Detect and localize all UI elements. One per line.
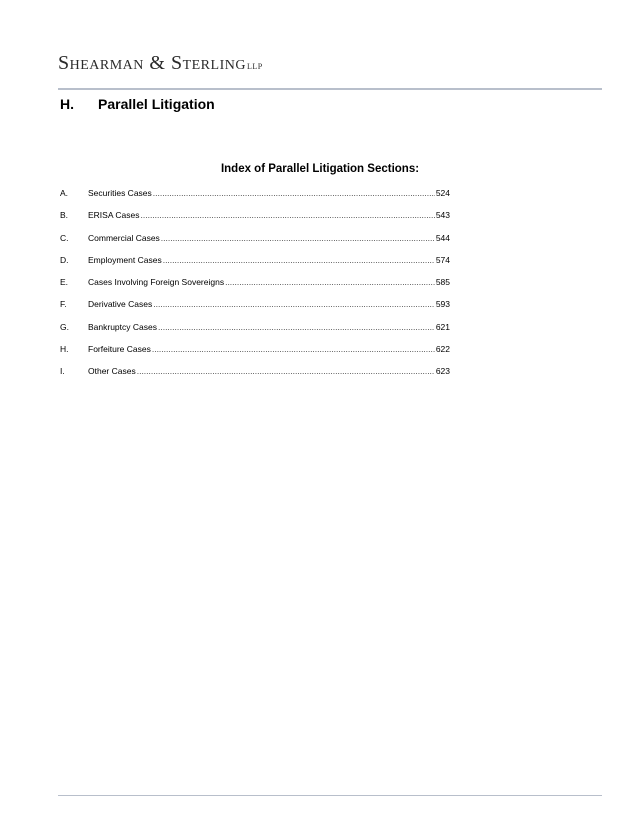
toc-leader	[158, 322, 435, 332]
toc-title[interactable]: Bankruptcy Cases	[88, 321, 157, 332]
toc-letter: G.	[60, 321, 69, 332]
toc-letter: D.	[60, 254, 69, 265]
toc-entry-securities[interactable]	[60, 188, 450, 210]
toc-page[interactable]: 622	[435, 344, 450, 355]
toc-letter: H.	[60, 344, 69, 355]
toc-entry-derivative[interactable]	[60, 299, 450, 321]
toc-page[interactable]: 544	[435, 232, 450, 243]
toc-entry-forfeiture[interactable]	[60, 344, 450, 366]
toc-page[interactable]: 524	[435, 188, 450, 198]
header-divider	[58, 88, 602, 90]
toc-letter: F.	[60, 299, 67, 310]
toc-entry-commercial[interactable]	[60, 233, 450, 255]
toc-letter: B.	[60, 210, 69, 221]
toc-leader	[225, 277, 435, 287]
firm-suffix: LLP	[246, 62, 263, 71]
toc-title[interactable]: Employment Cases	[88, 254, 162, 265]
section-title: Parallel Litigation	[98, 96, 215, 112]
toc-page[interactable]: 621	[435, 321, 450, 332]
toc-title[interactable]: Commercial Cases	[88, 232, 160, 243]
toc-title[interactable]: Derivative Cases	[88, 299, 153, 310]
toc-letter: A.	[60, 188, 69, 198]
toc-page[interactable]: 623	[435, 366, 450, 377]
toc-title[interactable]: Cases Involving Foreign Sovereigns	[88, 277, 225, 288]
toc-letter: I.	[60, 366, 65, 377]
toc-entry-erisa[interactable]	[60, 210, 450, 232]
toc-page[interactable]: 574	[435, 254, 450, 265]
toc-entry-other[interactable]	[60, 366, 450, 388]
toc-page[interactable]: 593	[435, 299, 450, 310]
firm-logo	[58, 52, 263, 75]
toc-letter: C.	[60, 232, 69, 243]
toc-page[interactable]: 585	[435, 277, 450, 288]
toc-leader	[163, 255, 435, 265]
toc-entry-foreign-sovereigns[interactable]	[60, 277, 450, 299]
table-of-contents	[60, 188, 450, 389]
toc-leader	[153, 299, 435, 309]
toc-entry-bankruptcy[interactable]	[60, 322, 450, 344]
toc-leader	[153, 188, 435, 198]
index-title: Index of Parallel Litigation Sections:	[220, 163, 420, 175]
toc-leader	[152, 344, 435, 354]
toc-leader	[141, 210, 435, 220]
toc-title[interactable]: Forfeiture Cases	[88, 344, 151, 355]
section-heading	[60, 96, 215, 112]
toc-leader	[137, 366, 435, 376]
toc-title[interactable]: Securities Cases	[88, 188, 152, 198]
toc-page[interactable]: 543	[435, 210, 450, 221]
toc-title[interactable]: ERISA Cases	[88, 210, 140, 221]
firm-name: Shearman & Sterling	[58, 52, 246, 74]
section-number: H.	[60, 96, 74, 112]
toc-entry-employment[interactable]	[60, 255, 450, 277]
toc-title[interactable]: Other Cases	[88, 366, 136, 377]
toc-letter: E.	[60, 277, 69, 288]
footer-divider	[58, 795, 602, 796]
toc-leader	[161, 233, 435, 243]
